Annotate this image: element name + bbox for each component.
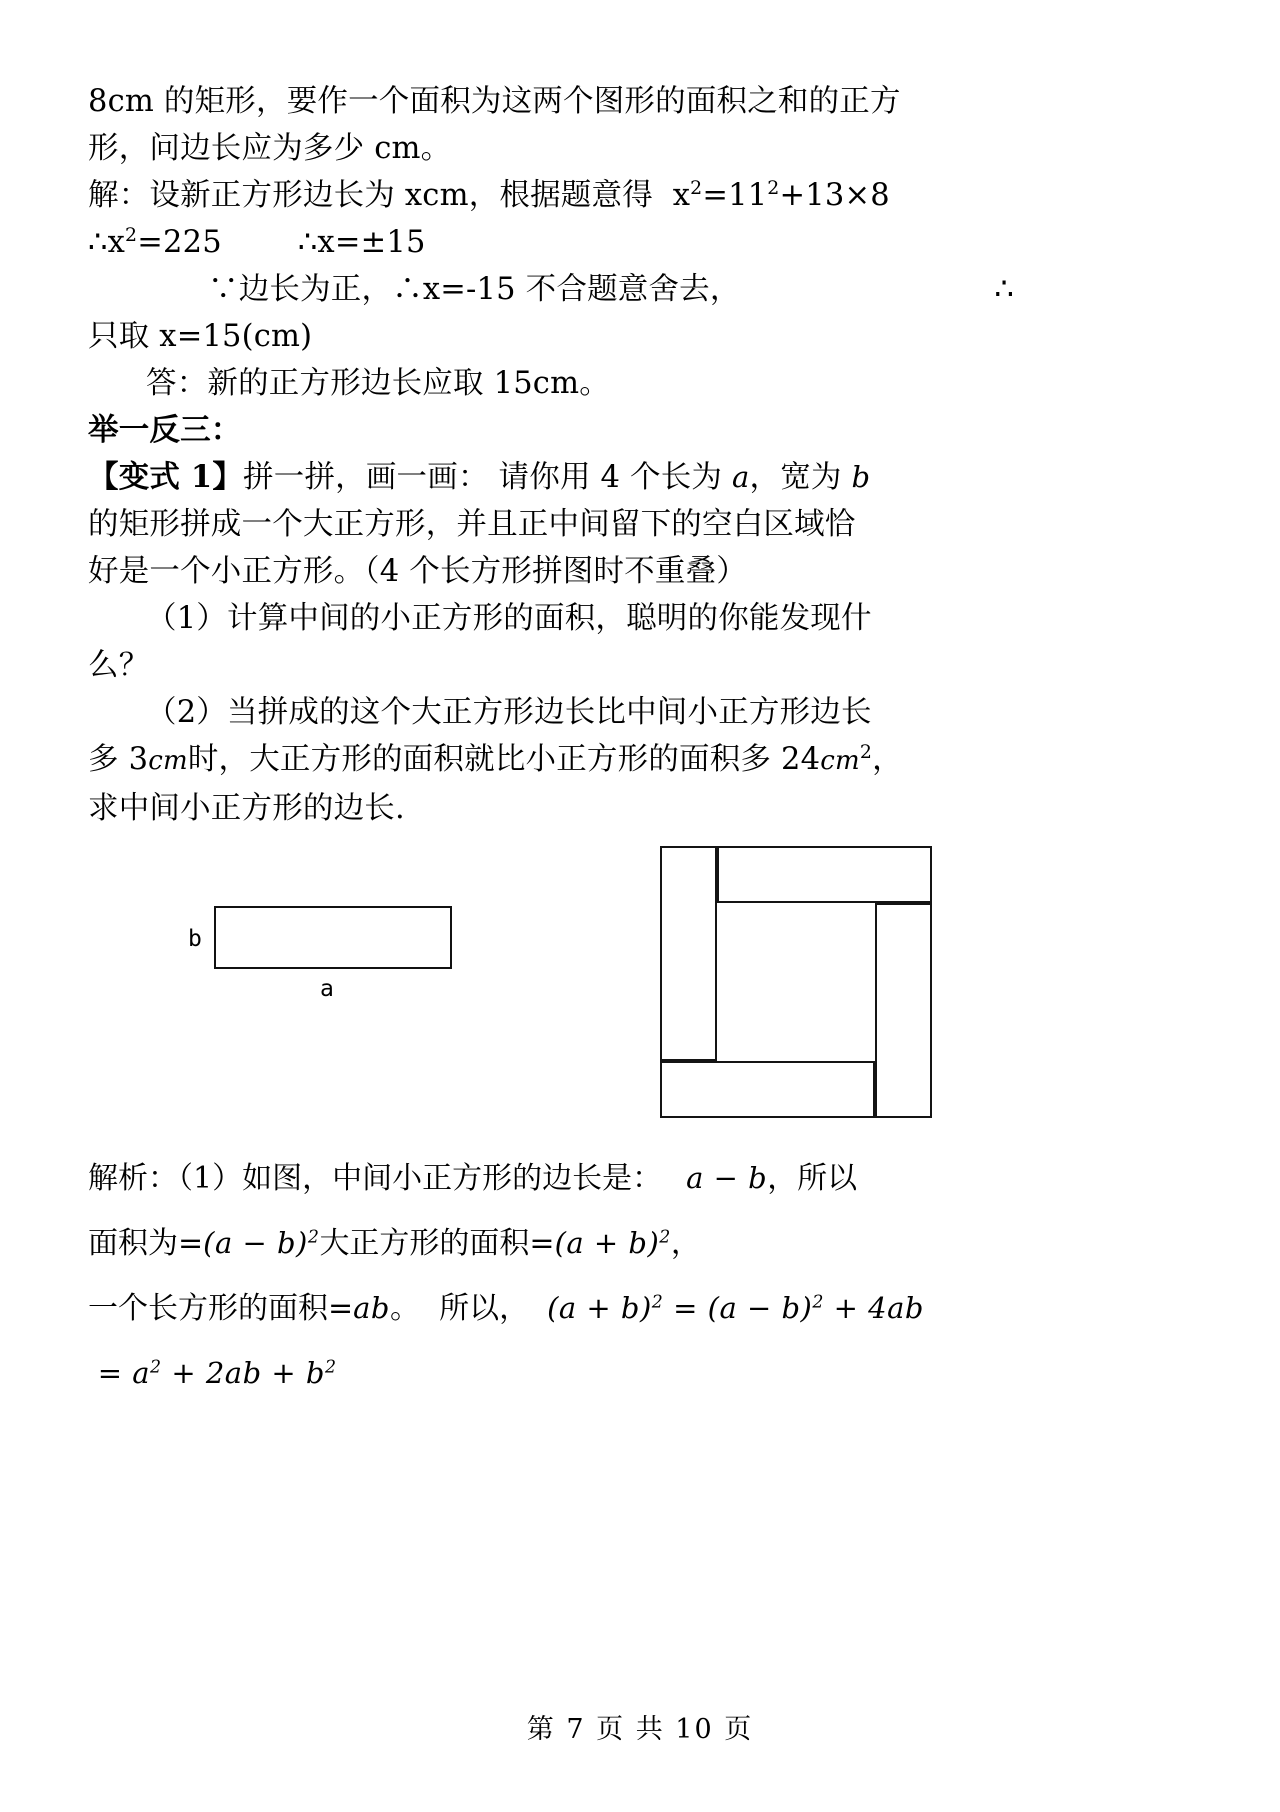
- variant1-question-2: （2）当拼成的这个大正方形边长比中间小正方形边长: [146, 695, 872, 730]
- unit-cm: cm: [148, 746, 188, 776]
- solution-line-3-trailing-symbol: ∴: [994, 272, 1014, 307]
- rectangle-height-label: b: [188, 926, 202, 952]
- solution-line-3: ∵边长为正，∴x=-15 不合题意舍去， ∴: [88, 266, 1018, 313]
- variant1-question-2-cont: 多 3cm时，大正方形的面积就比小正方形的面积多 $24cm^2$，: [88, 740, 903, 777]
- page-number-label: 第 7 页 共 10 页: [526, 1714, 754, 1745]
- exponent: 2: [767, 176, 780, 199]
- var-a: a: [732, 460, 750, 494]
- pinwheel-piece-top: [717, 846, 932, 903]
- page-footer: [0, 1707, 1280, 1746]
- problem-tail-line-1: 8cm 的矩形，要作一个面积为这两个图形的面积之和的正方: [88, 84, 901, 119]
- document-body: [88, 78, 1018, 1406]
- expression-a-plus-b-squared: $(a + b)^2$: [554, 1226, 671, 1260]
- expression-ab: ab: [353, 1291, 390, 1325]
- variant1-label: 【变式 1】: [88, 459, 244, 495]
- variant1-question-1: （1）计算中间的小正方形的面积，聪明的你能发现什: [146, 601, 872, 636]
- exponent: 2: [125, 223, 138, 246]
- analysis-line-1: 解析：（1）如图，中间小正方形的边长是： a − b，所以: [88, 1161, 858, 1196]
- section-heading: 举一反三：: [88, 412, 242, 448]
- pinwheel-piece-bottom: [660, 1061, 875, 1118]
- solution-line-2: $\therefore x^2=225$ ∴x=±15: [88, 223, 426, 260]
- variant1-question-2-end: 求中间小正方形的边长.: [88, 791, 405, 826]
- problem-tail-line-2: 形，问边长应为多少 cm。: [88, 131, 452, 166]
- pinwheel-piece-left: [660, 846, 717, 1061]
- variant1-line-1: 【变式 1】拼一拼，画一画： 请你用 4 个长为 a，宽为 b: [88, 459, 871, 495]
- var-b: b: [851, 460, 871, 494]
- analysis-line-4: [88, 1341, 1018, 1406]
- variant1-line-3: 好是一个小正方形。（4 个长方形拼图时不重叠）: [88, 554, 747, 589]
- analysis-line-2: 面积为$=(a - b)^2$大正方形的面积$=(a + b)^2$，: [88, 1226, 701, 1261]
- pinwheel-piece-right: [875, 903, 932, 1118]
- variant1-question-1-cont: 么？: [88, 648, 150, 683]
- expression-expanded: = $a^2 + 2ab + b^2$: [88, 1356, 337, 1390]
- solution-line-5: 答：新的正方形边长应取 15cm。: [146, 366, 610, 401]
- rectangle-shape: [214, 906, 452, 969]
- solution-line-4: 只取 x=15(cm): [88, 319, 313, 354]
- exponent: 2: [690, 176, 703, 199]
- figure-rectangle: [176, 906, 476, 1026]
- expression-a-minus-b-squared: $(a - b)^2$: [203, 1226, 320, 1260]
- solution-line-1: 解：设新正方形边长为 xcm，根据题意得 $x^2=11^2+13\times 8$: [88, 176, 890, 213]
- variant1-line-2: 的矩形拼成一个大正方形，并且正中间留下的空白区域恰: [88, 507, 856, 542]
- analysis-line-3: 一个长方形的面积=ab。 所以， $(a + b)^2 = (a - b)^2 + 4ab$: [88, 1291, 924, 1326]
- figure-area: [88, 846, 1018, 1146]
- unit-cm-squared: cm: [820, 746, 860, 776]
- figure-pinwheel-square: [660, 846, 932, 1118]
- expression-identity: $(a + b)^2 = (a - b)^2 + 4ab$: [547, 1291, 924, 1325]
- exponent: 2: [859, 740, 873, 763]
- rectangle-width-label: a: [320, 976, 334, 1002]
- expression-a-minus-b: a − b: [686, 1161, 768, 1195]
